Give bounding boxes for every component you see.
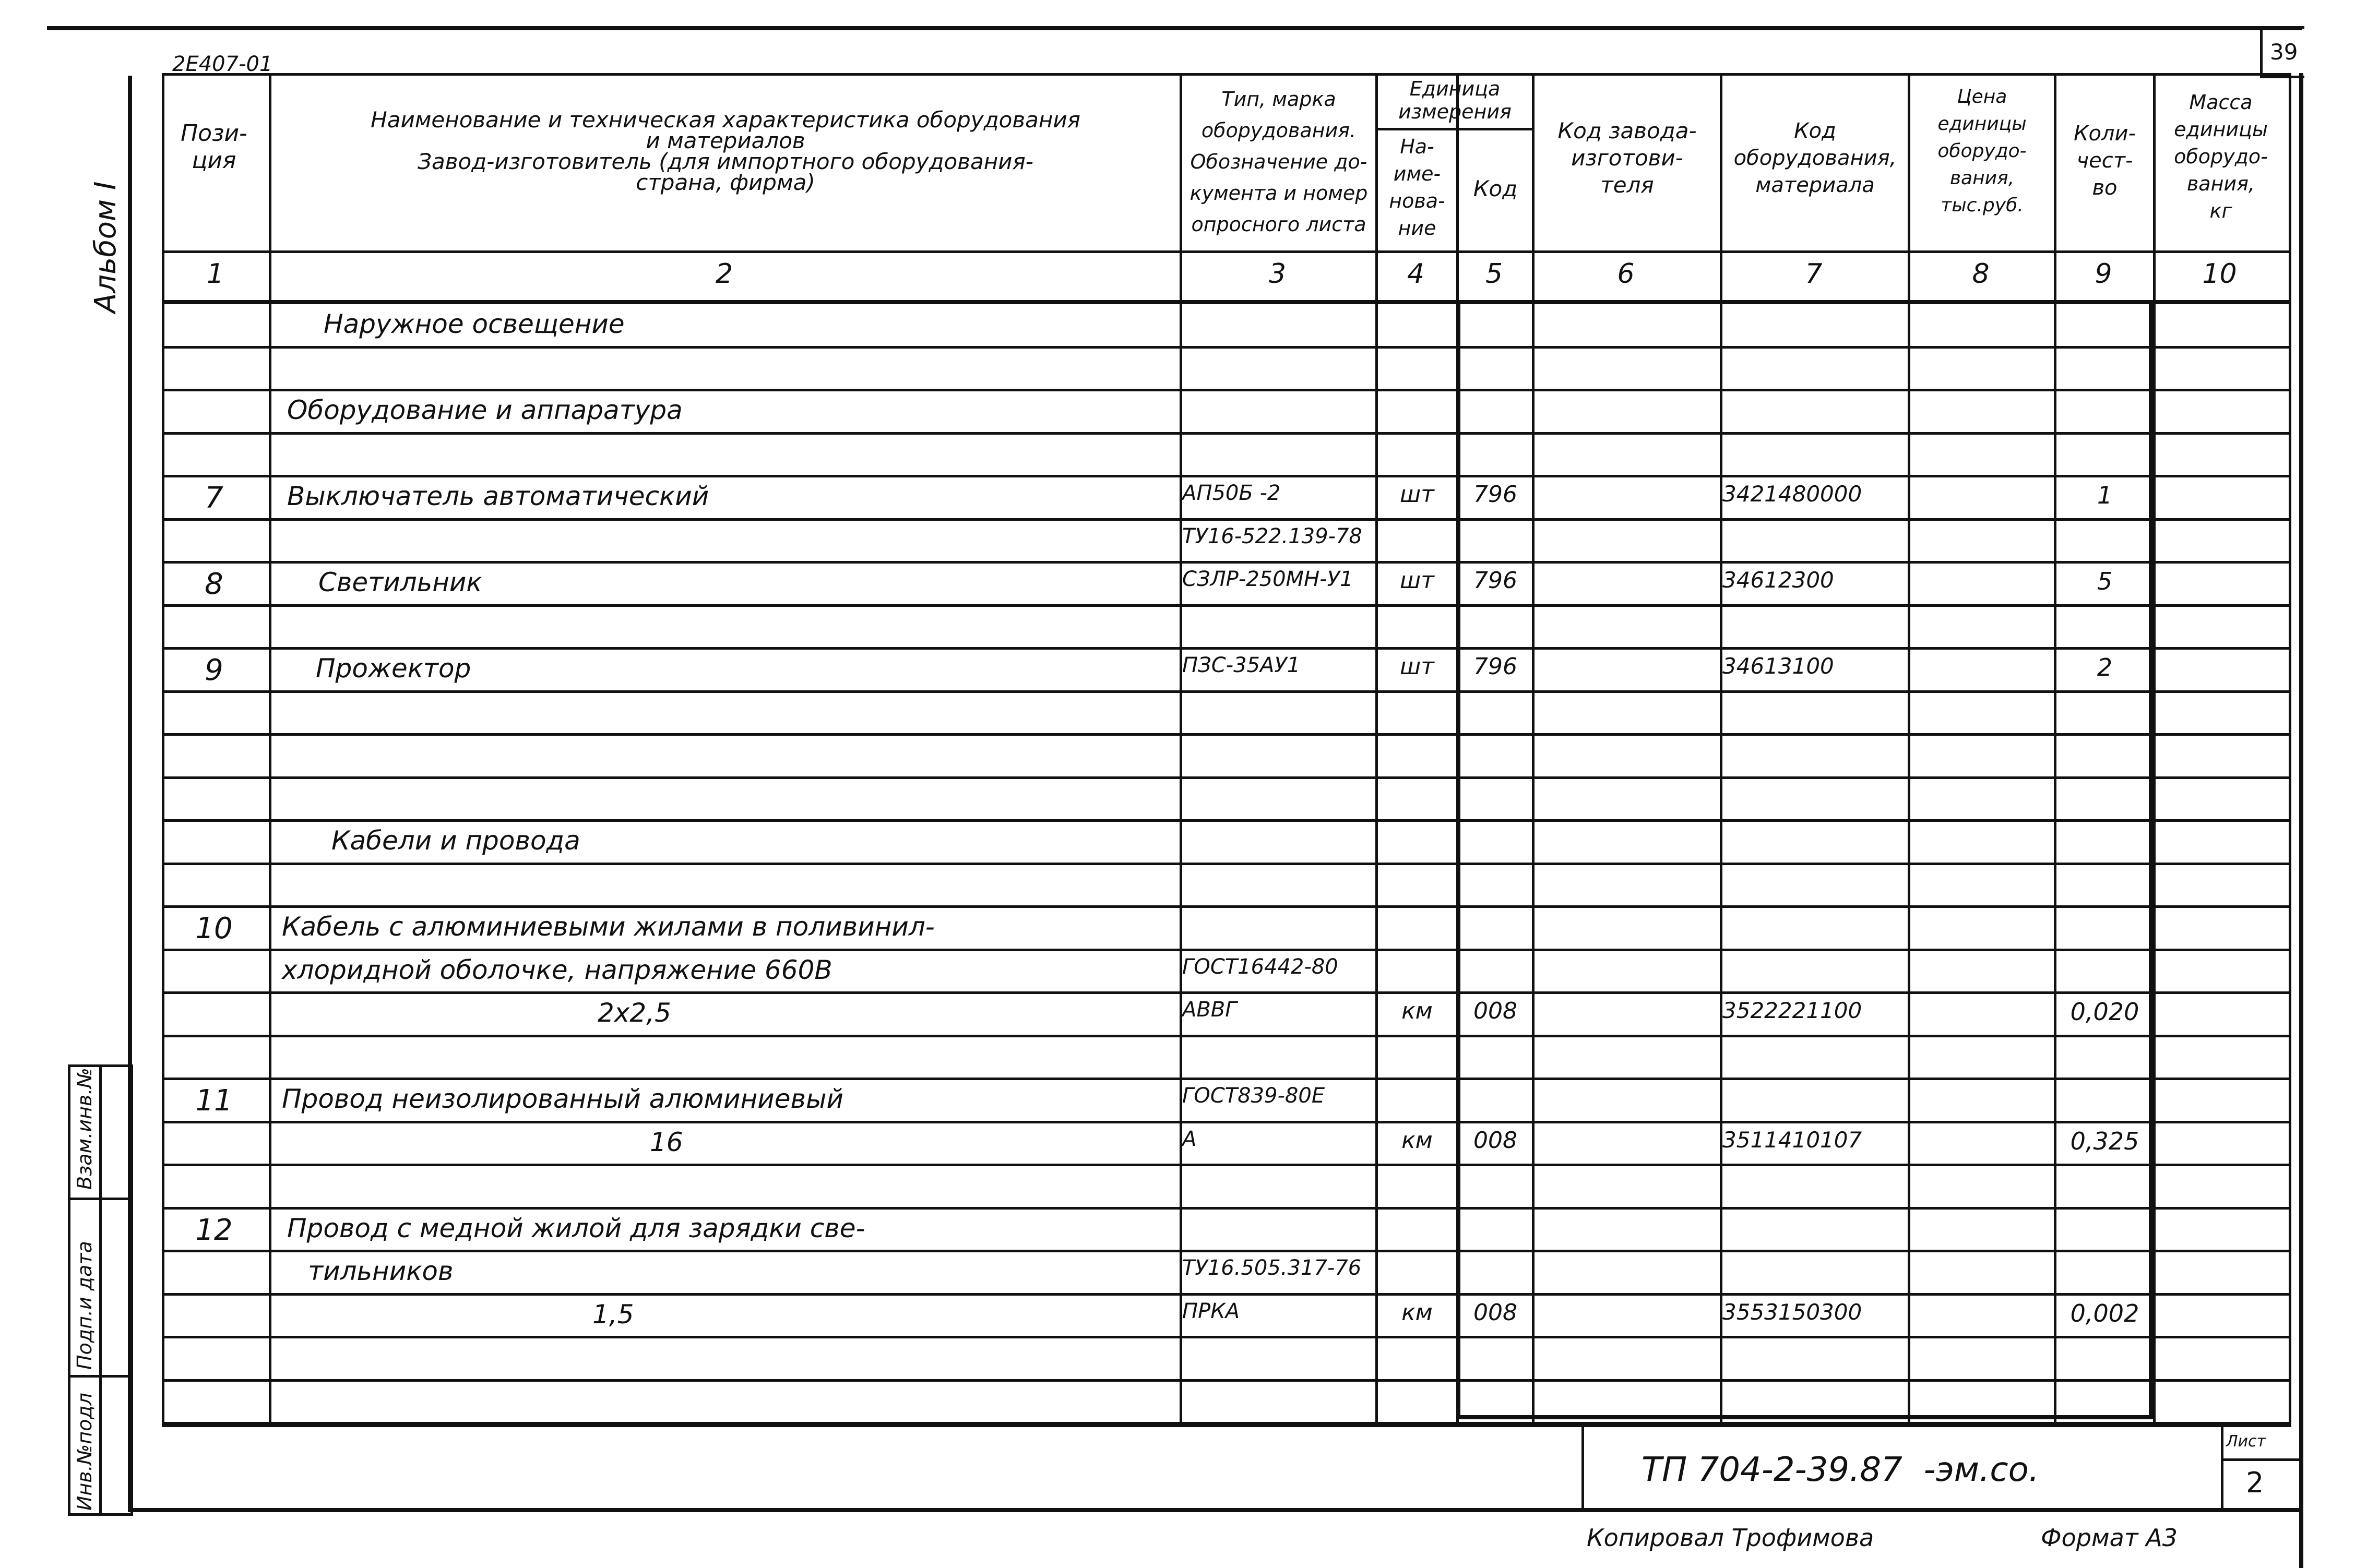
row-line [162, 647, 2289, 650]
sheet-number-top: 39 [2270, 39, 2298, 65]
side-stamp-divider [99, 1067, 102, 1513]
cell-name: Оборудование и аппаратура [287, 395, 683, 425]
right-frame-line [2299, 73, 2303, 1568]
cell-qty: 1 [2097, 481, 2113, 509]
row-line [162, 1121, 2289, 1123]
colnum-3: 3 [1268, 258, 1287, 290]
colnum-10: 10 [2202, 258, 2237, 290]
cell-code: 796 [1473, 481, 1517, 508]
header-unit-code: Код [1473, 176, 1518, 201]
album-label: Альбом I [89, 181, 123, 313]
header-position: Пози- ция [181, 120, 247, 174]
row-line [162, 346, 2289, 349]
cell-type: СЗЛР-250МН-У1 [1182, 567, 1353, 591]
title-sheet-hline [2221, 1458, 2302, 1461]
side-stamp-vzam: Взам.инв.№ [73, 1068, 96, 1190]
cell-name: Провод неизолированный алюминиевый [282, 1084, 844, 1114]
side-stamp-sep2 [70, 1375, 130, 1378]
cell-code: 796 [1473, 653, 1517, 680]
cell-pos: 9 [205, 653, 223, 687]
cell-name: Светильник [318, 567, 482, 597]
row-line [162, 991, 2289, 994]
row-line [162, 819, 2289, 822]
cell-code: 008 [1473, 1127, 1517, 1154]
cell-type: ГОСТ839-80Е [1182, 1084, 1325, 1108]
cell-qty: 5 [2097, 567, 2113, 595]
cell-qty: 0,325 [2070, 1127, 2139, 1155]
row-line [162, 432, 2289, 435]
row-line [162, 776, 2289, 779]
row-line [162, 1164, 2289, 1166]
cell-name: Выключатель автоматический [287, 481, 709, 511]
cell-type: ТУ16.505.317-76 [1182, 1256, 1362, 1280]
side-stamp-sep1 [70, 1198, 130, 1200]
document-code-top: 2Е407-01 [172, 52, 273, 76]
cell-ecode: 3511410107 [1722, 1127, 1862, 1153]
title-sheet-value: 2 [2246, 1466, 2264, 1499]
cell-unit: шт [1400, 567, 1434, 594]
colnum-9: 9 [2095, 258, 2112, 290]
colnum-1: 1 [206, 258, 224, 290]
cell-ecode: 34612300 [1722, 567, 1834, 593]
cell-type: ТУ16-522.139-78 [1182, 524, 1362, 548]
colnum-5: 5 [1485, 258, 1503, 290]
row-line [162, 1293, 2289, 1296]
colnum-2: 2 [715, 258, 733, 290]
specification-table [162, 73, 2291, 1427]
cell-type: ПРКА [1182, 1299, 1240, 1323]
cell-ecode: 3553150300 [1722, 1299, 1862, 1325]
unit-group-divider [1375, 128, 1532, 130]
row-line [162, 1379, 2289, 1382]
header-unit-name: На- име- нова- ние [1389, 135, 1445, 240]
cell-unit: шт [1400, 653, 1434, 680]
cell-code: 796 [1473, 567, 1517, 594]
side-stamp [68, 1064, 133, 1516]
cell-qty: 2 [2097, 653, 2113, 681]
colnum-bottom-line [162, 300, 2289, 304]
row-line [162, 389, 2289, 391]
footer-format: Формат А3 [2041, 1524, 2178, 1552]
row-line [162, 1422, 2289, 1425]
cell-type: АП50Б -2 [1182, 481, 1281, 505]
header-unit-group: Единица измерения [1398, 77, 1512, 123]
side-stamp-inv: Инв.№подл [73, 1393, 96, 1511]
header-qty: Коли- чест- во [2074, 122, 2136, 200]
row-line [162, 561, 2289, 564]
cell-name: Провод с медной жилой для зарядки све- [287, 1213, 865, 1243]
top-frame-line [47, 26, 2302, 30]
row-line [162, 475, 2289, 477]
cell-code: 008 [1473, 998, 1517, 1024]
cell-pos: 12 [195, 1213, 233, 1247]
cell-name: хлоридной оболочке, напряжение 660В [282, 954, 832, 985]
cell-ecode: 3522221100 [1722, 998, 1862, 1023]
cell-type: АВВГ [1182, 998, 1237, 1022]
side-stamp-sign: Подп.и дата [73, 1241, 96, 1370]
header-factory-code: Код завода- изготови- теля [1557, 118, 1697, 198]
colnum-8: 8 [1972, 258, 1990, 290]
footer-copied: Копировал Трофимова [1587, 1524, 1874, 1552]
cell-name: Кабели и провода [331, 825, 580, 856]
sheet-number-box [2260, 26, 2304, 78]
cell-name: 16 [650, 1127, 683, 1157]
cell-name: 1,5 [592, 1299, 634, 1330]
cell-ecode: 3421480000 [1722, 481, 1862, 507]
header-price: Цена единицы оборудо- вания, тыс.руб. [1937, 86, 2027, 216]
document-designation: ТП 704-2-39.87 -эм.со. [1642, 1451, 2040, 1489]
cell-unit: км [1401, 998, 1433, 1024]
row-line [162, 905, 2289, 908]
title-sheet-label: Лист [2226, 1432, 2266, 1451]
cell-name: 2х2,5 [598, 998, 671, 1028]
row-line [162, 1207, 2289, 1210]
cell-unit: км [1401, 1127, 1433, 1154]
row-line [162, 690, 2289, 693]
cell-type: ПЗС-35АУ1 [1182, 653, 1301, 677]
cell-type: А [1182, 1127, 1197, 1151]
row-line [162, 518, 2289, 521]
cell-qty: 0,020 [2070, 998, 2139, 1026]
cell-name: Прожектор [316, 653, 471, 684]
cell-ecode: 34613100 [1722, 653, 1834, 679]
cell-pos: 8 [205, 567, 223, 601]
row-line [162, 949, 2289, 951]
header-equip-code: Код оборудования, материала [1733, 119, 1897, 197]
row-line [162, 1336, 2289, 1338]
row-line [162, 1250, 2289, 1252]
cell-type: ГОСТ16442-80 [1182, 954, 1338, 979]
cell-pos: 11 [195, 1084, 233, 1118]
colnum-4: 4 [1407, 258, 1425, 290]
title-block [1581, 1427, 2302, 1511]
cell-name: Наружное освещение [324, 309, 625, 339]
cell-unit: шт [1400, 481, 1434, 508]
cell-code: 008 [1473, 1299, 1517, 1326]
row-line [162, 733, 2289, 736]
header-bottom-line [162, 250, 2289, 253]
row-line [162, 863, 2289, 865]
cell-name: Кабель с алюминиевыми жилами в поливинил- [282, 912, 935, 942]
colnum-6: 6 [1617, 258, 1635, 290]
cell-qty: 0,002 [2070, 1299, 2139, 1327]
cell-unit: км [1401, 1299, 1433, 1326]
row-line [162, 604, 2289, 607]
cell-pos: 10 [195, 912, 233, 945]
cell-name: тильников [308, 1256, 454, 1286]
row-line [162, 1078, 2289, 1080]
header-name: Наименование и техническая характеристика оборудования и материалов Завод-изготовитель (для импортного оборудования- страна, фирма) [371, 107, 1080, 195]
title-sheet-divider [2221, 1427, 2223, 1511]
header-mass: Масса единицы оборудо- вания, кг [2174, 91, 2268, 222]
cell-pos: 7 [205, 481, 223, 515]
row-line [162, 1035, 2289, 1037]
header-type: Тип, марка оборудования. Обозначение до- кумента и номер опросного листа [1190, 88, 1368, 236]
colnum-7: 7 [1805, 258, 1823, 290]
